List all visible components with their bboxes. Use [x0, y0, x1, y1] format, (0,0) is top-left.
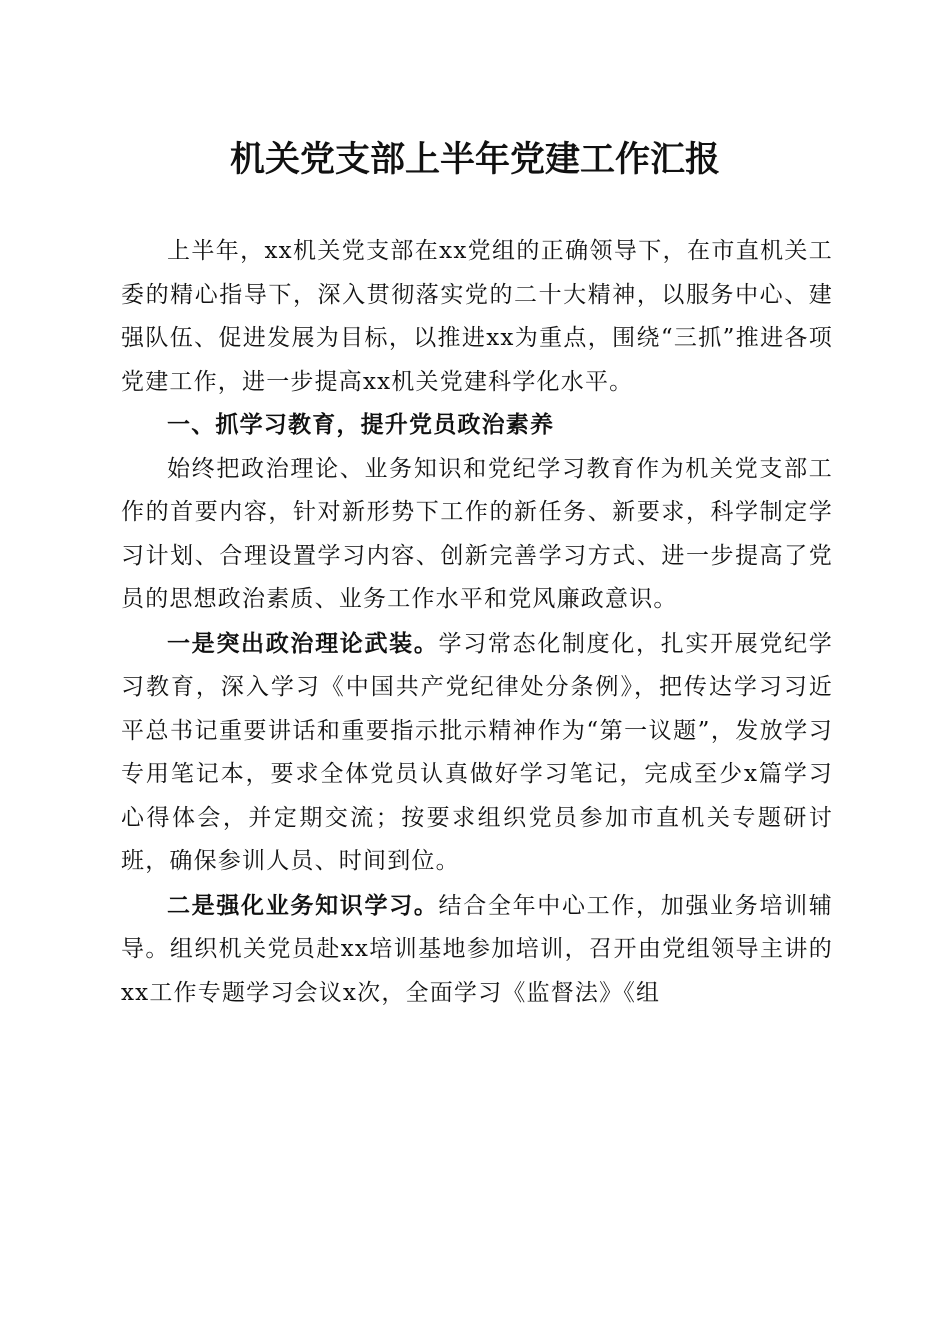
- intro-paragraph: 上半年，xx机关党支部在xx党组的正确领导下，在市直机关工委的精心指导下，深入贯彻落实党的二十大精神，以服务中心、建强队伍、促进发展为目标，以推进xx为重点，围绕“三抓”推进各项党建工作，进一步提高xx机关党建科学化水平。: [121, 238, 833, 395]
- item-lead-2: 二是强化业务知识学习。: [167, 891, 439, 919]
- section-heading: 一、抓学习教育，提升党员政治素养: [167, 412, 555, 438]
- document-title: 机关党支部上半年党建工作汇报: [229, 139, 720, 180]
- document-body: [121, 230, 833, 1015]
- item-paragraph-2: [121, 884, 833, 1016]
- item-text-2: 结合全年中心工作，加强业务培训辅导。组织机关党员赴xx培训基地参加培训，召开由党组领导主讲的xx工作专题学习会议x次，全面学习《监督法》《组: [121, 892, 833, 1006]
- item-text-1: 学习常态化制度化，扎实开展党纪学习教育，深入学习《中国共产党纪律处分条例》，把传达学习习近平总书记重要讲话和重要指示批示精神作为“第一议题”，发放学习专用笔记本，要求全体党员认真做好学习笔记，完成至少x篇学习心得体会，并定期交流；按要求组织党员参加市直机关专题研讨班，确保参训人员、时间到位。: [121, 630, 833, 874]
- item-paragraph-1: [121, 622, 833, 884]
- item-lead-1: 一是突出政治理论武装。: [167, 629, 439, 657]
- section-intro-paragraph: 始终把政治理论、业务知识和党纪学习教育作为机关党支部工作的首要内容，针对新形势下工作的新任务、新要求，科学制定学习计划、合理设置学习内容、创新完善学习方式、进一步提高了党员的思想政治素质、业务工作水平和党风廉政意识。: [121, 455, 833, 612]
